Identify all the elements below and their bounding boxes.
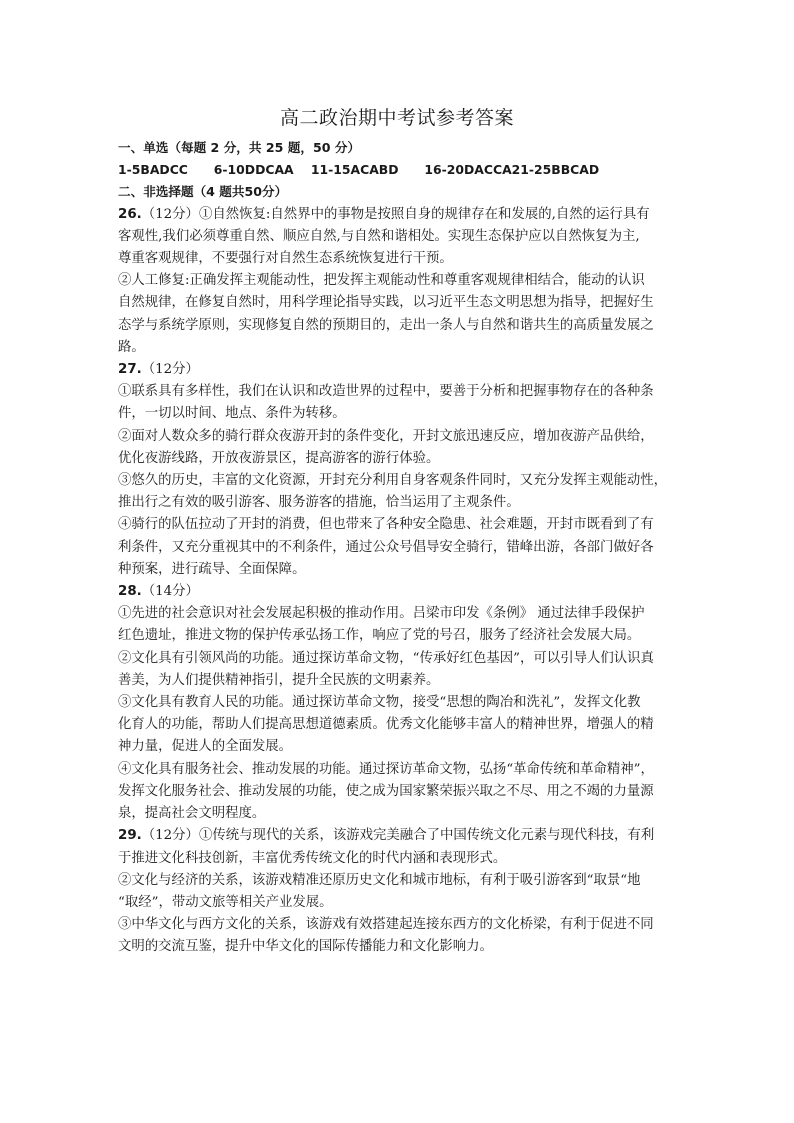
q28-line: 化育人的功能，帮助人们提高思想道德素质。优秀文化能够丰富人的精神世界，增强人的精 (118, 717, 654, 733)
q27-line: 利条件，又充分重视其中的不利条件，通过公众号倡导安全骑行，错峰出游，各部门做好各 (118, 539, 654, 555)
q26-text: （12分）①自然恢复:自然界中的事物是按照自身的规律存在和发展的,自然的运行具有 (141, 206, 650, 222)
q29-line: 于推进文化科技创新，丰富优秀传统文化的时代内涵和表现形式。 (118, 850, 507, 866)
q29-line: ②文化与经济的关系，该游戏精准还原历史文化和城市地标，有利于吸引游客到“取景“地 (118, 872, 641, 888)
q28-score: （14分） (141, 584, 199, 600)
q29-text: （12分）①传统与现代的关系，该游戏完美融合了中国传统文化元素与现代科技，有利 (141, 828, 655, 844)
q27-label: 27. (118, 362, 142, 378)
q26-line: ②人工修复:正确发挥主观能动性，把发挥主观能动性和尊重客观规律相结合，能动的认识 (118, 273, 645, 289)
q28-line: 发挥文化服务社会、推动发展的功能，使之成为国家繁荣振兴取之不尽、用之不竭的力量源 (118, 783, 654, 799)
q28-line: 泉，提高社会文明程度。 (118, 806, 266, 822)
q29-line: “取经”，带动文旅等相关产业发展。 (118, 894, 333, 910)
q27-line: ④骑行的队伍拉动了开封的消费，但也带来了各种安全隐患、社会难题，开封市既看到了有 (118, 517, 654, 533)
q28-line: ③文化具有教育人民的功能。通过探访革命文物，接受“思想的陶冶和洗礼”，发挥文化教 (118, 695, 641, 711)
q28-label: 28. (118, 584, 142, 600)
q28-line: ①先进的社会意识对社会发展起积极的推动作用。吕梁市印发《条例》 通过法律手段保护 (118, 606, 645, 622)
q28-line: 善美，为人们提供精神指引，提升全民族的文明素养。 (118, 672, 440, 688)
q28-line: 红色遗址，推进文物的保护传承弘扬工作，响应了党的号召，服务了经济社会发展大局。 (118, 628, 641, 644)
q27-line: ③悠久的历史，丰富的文化资源，开封充分利用自身客观条件同时，又充分发挥主观能动性， (118, 473, 668, 489)
q26-line: 态学与系统学原则，实现修复自然的预期目的，走出一条人与自然和谐共生的高质量发展之 (118, 317, 654, 333)
q27-header (118, 359, 678, 381)
q26-line: 客观性,我们必须尊重自然、顺应自然,与自然和谐相处。实现生态保护应以自然恢复为主, (118, 228, 640, 244)
q29-line: ③中华文化与西方文化的关系，该游戏有效搭建起连接东西方的文化桥梁，有利于促进不同 (118, 917, 654, 933)
multiple-choice-answers: 1-5BADCC 6-10DDCAA 11-15ACABD 16-20DACCA21-25BBCAD (118, 162, 600, 178)
page-title: 高二政治期中考试参考答案 (279, 107, 514, 129)
q27-line: 优化夜游线路，开放夜游景区，提高游客的游行体验。 (118, 450, 440, 466)
q29-line: 文明的交流互鉴，提升中华文化的国际传播能力和文化影响力。 (118, 939, 493, 955)
q27-score: （12分） (141, 362, 199, 378)
q26-line (118, 204, 678, 226)
section1-heading: 一、单选（每题 2 分，共 25 题，50 分） (118, 140, 361, 155)
q28-header (118, 581, 678, 603)
q27-line: 种预案，进行疏导、全面保障。 (118, 561, 306, 577)
q28-line: 神力量，促进人的全面发展。 (118, 739, 293, 755)
q27-line: ②面对人数众多的骑行群众夜游开封的条件变化，开封文旅迅速反应，增加夜游产品供给， (118, 428, 654, 444)
q29-line (118, 825, 678, 847)
q28-line: ④文化具有服务社会、推动发展的功能。通过探访革命文物，弘扬“革命传统和革命精神”， (118, 761, 654, 777)
q26-line: 尊重客观规律，不要强行对自然生态系统恢复进行干预。 (118, 251, 453, 267)
q27-line: 推出行之有效的吸引游客、服务游客的措施，恰当运用了主观条件。 (118, 495, 520, 511)
answer-content (118, 137, 678, 959)
q26-label: 26. (118, 206, 142, 222)
q27-line: 件，一切以时间、地点、条件为转移。 (118, 406, 346, 422)
section2-heading: 二、非选择题（4 题共50分） (118, 184, 288, 200)
q28-line: ②文化具有引领风尚的功能。通过探访革命文物，“传承好红色基因”，可以引导人们认识真 (118, 650, 654, 666)
q29-label: 29. (118, 828, 142, 844)
q27-line: ①联系具有多样性，我们在认识和改造世界的过程中，要善于分析和把握事物存在的各种条 (118, 384, 654, 400)
q26-line: 路。 (118, 339, 145, 355)
q26-line: 自然规律，在修复自然时，用科学理论指导实践，以习近平生态文明思想为指导，把握好生 (118, 295, 654, 311)
